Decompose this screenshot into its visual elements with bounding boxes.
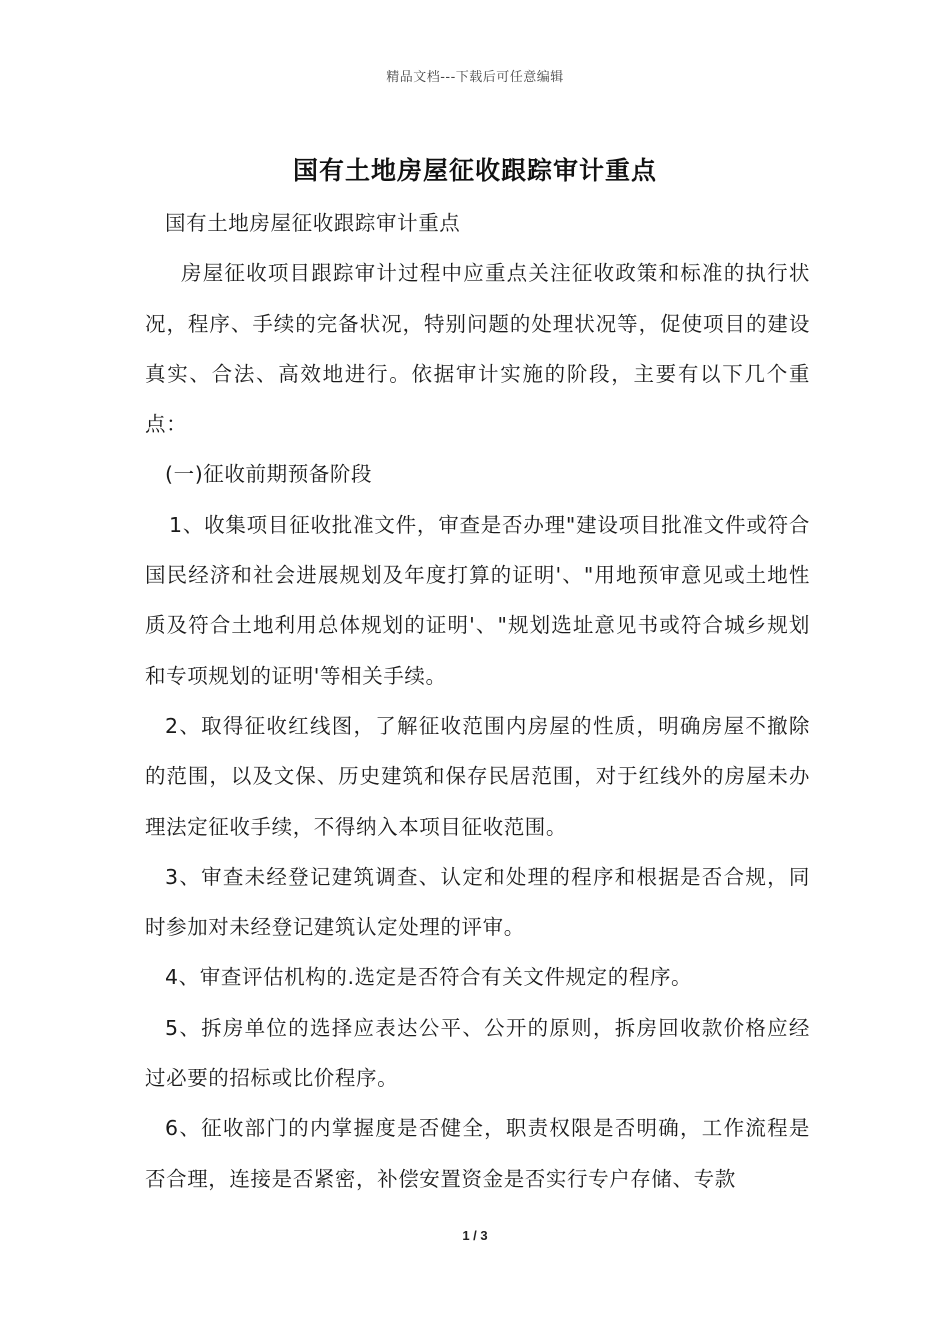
header-note: 精品文档---下载后可任意编辑 <box>386 70 564 85</box>
list-item: 5、拆房单位的选择应表达公平、公开的原则，拆房回收款价格应经过必要的招标或比价程序。 <box>145 1015 810 1091</box>
list-item: 3、审查未经登记建筑调查、认定和处理的程序和根据是否合规，同时参加对未经登记建筑认定处理的评审。 <box>145 864 810 940</box>
page-indicator: 1 / 3 <box>462 1228 488 1243</box>
list-item: 6、征收部门的内掌握度是否健全，职责权限是否明确，工作流程是否合理，连接是否紧密，补偿安置资金是否实行专户存储、专款 <box>145 1116 810 1191</box>
list-item: 4、审查评估机构的.选定是否符合有关文件规定的程序。 <box>165 965 693 990</box>
list-item: 2、取得征收红线图，了解征收范围内房屋的性质，明确房屋不撤除的范围，以及文保、历史建筑和保存民居范围，对于红线外的房屋未办理法定征收手续，不得纳入本项目征收范围。 <box>145 713 810 839</box>
section-heading: (一)征收前期预备阶段 <box>165 462 373 487</box>
document-body <box>145 198 810 1204</box>
document-title: 国有土地房屋征收跟踪审计重点 <box>292 156 657 185</box>
document-subtitle: 国有土地房屋征收跟踪审计重点 <box>165 211 461 235</box>
intro-paragraph: 房屋征收项目跟踪审计过程中应重点关注征收政策和标准的执行状况，程序、手续的完备状况，特别问题的处理状况等，促使项目的建设真实、合法、高效地进行。依据审计实施的阶段，主要有以下几个重点： <box>145 261 810 437</box>
list-item: 1、收集项目征收批准文件，审查是否办理"建设项目批准文件或符合国民经济和社会进展规划及年度打算的证明'、"用地预审意见或土地性质及符合土地利用总体规划的证明'、"规划选址意见书或符合城乡规划和专项规划的证明'等相关手续。 <box>145 512 810 688</box>
